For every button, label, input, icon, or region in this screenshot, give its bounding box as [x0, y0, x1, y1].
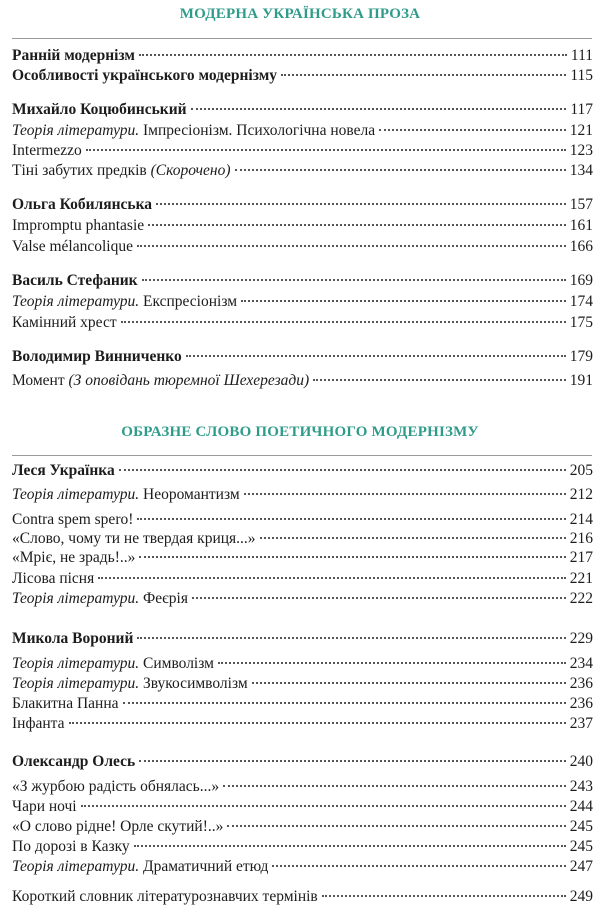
toc-entry[interactable] [12, 654, 593, 674]
page-number: 166 [569, 238, 593, 255]
toc-entry-suffix: (З оповідань тюремної Шехерезади) [68, 372, 310, 389]
toc-entry[interactable] [12, 694, 593, 714]
toc-entry-label: «Мріє, не зрадь!..» [12, 549, 136, 566]
page-number: 229 [569, 630, 593, 647]
toc-entry-title [12, 100, 187, 120]
dot-leader [218, 662, 566, 664]
dot-leader [134, 845, 566, 847]
toc-entry-title [12, 887, 318, 907]
dot-leader [235, 169, 566, 171]
toc-entry-title [12, 654, 214, 674]
toc-entry-label: Ранній модернізм [12, 47, 135, 64]
toc-entry-title [12, 485, 240, 505]
toc-entry-label: «З журбою радість обнялась...» [12, 778, 220, 795]
page-number: 214 [569, 511, 593, 528]
dot-leader [139, 760, 566, 762]
toc-entry-title [12, 66, 277, 86]
toc-entry-title [12, 195, 152, 215]
page-number: 134 [569, 162, 593, 179]
toc-entry-label: Короткий словник літературознавчих термінів [12, 888, 318, 905]
dot-leader [252, 682, 566, 684]
toc-entry-label: Impromptu phantasie [12, 217, 145, 234]
toc-entry-prefix: Теорія літератури. [12, 655, 140, 672]
toc-entry-title [12, 857, 268, 877]
toc-entry[interactable] [12, 887, 593, 907]
page-number: 240 [569, 753, 593, 770]
dot-leader [379, 129, 566, 131]
toc-entry-prefix: Теорія літератури. [12, 486, 140, 503]
dot-leader [81, 805, 566, 807]
dot-leader [142, 279, 566, 281]
dot-leader [272, 865, 565, 867]
toc-entry[interactable] [12, 797, 593, 817]
toc-entry-label: Ольга Кобилянська [12, 196, 153, 213]
toc-entry[interactable] [12, 589, 593, 609]
dot-leader [281, 74, 566, 76]
toc-entry-label: «О слово рідне! Орле скутий!..» [12, 818, 224, 835]
dot-leader [137, 245, 566, 247]
toc-entry[interactable] [12, 100, 593, 120]
toc-entry-suffix: (Скорочено) [150, 162, 231, 179]
toc-entry-title [12, 216, 144, 236]
toc-entry-label: Леся Українка [12, 462, 115, 479]
toc-entry-title [12, 313, 117, 333]
toc-entry-label: Блакитна Панна [12, 695, 119, 712]
page-number: 157 [569, 196, 593, 213]
toc-entry[interactable] [12, 837, 593, 857]
toc-entry-label: Феєрія [143, 590, 188, 607]
toc-entry[interactable] [12, 292, 593, 312]
toc-entry[interactable] [12, 237, 593, 257]
toc-entry-title [12, 141, 82, 161]
toc-entry-label: Момент [12, 372, 65, 389]
dot-leader [192, 597, 566, 599]
toc-entry-prefix: Теорія літератури. [12, 293, 140, 310]
dot-leader [244, 493, 566, 495]
toc-entry[interactable] [12, 66, 593, 86]
toc-entry-label: Contra spem spero! [12, 511, 134, 528]
page-number: 123 [569, 142, 593, 159]
dot-leader [98, 577, 566, 579]
toc-entry[interactable] [12, 347, 593, 367]
toc-entry-label: Символізм [143, 655, 214, 672]
toc-entry[interactable] [12, 216, 593, 236]
page-number: 236 [569, 695, 593, 712]
toc-entry[interactable] [12, 857, 593, 877]
toc-entry-title [12, 121, 375, 141]
toc-entry[interactable] [12, 271, 593, 291]
toc-entry[interactable] [12, 461, 593, 481]
toc-entry-prefix: Теорія літератури. [12, 122, 140, 139]
toc-entry-title [12, 461, 115, 481]
page-number: 249 [569, 888, 593, 905]
toc-entry[interactable] [12, 714, 593, 734]
toc-entry-label: Олександр Олесь [12, 753, 136, 770]
toc-entry-title [12, 371, 309, 391]
toc-entry-label: Особливості українського модернізму [12, 67, 278, 84]
dot-leader [139, 54, 567, 56]
toc-entry[interactable] [12, 371, 593, 391]
section-divider [12, 38, 592, 39]
toc-entry-prefix: Теорія літератури. [12, 675, 140, 692]
toc-entry-label: Експресіонізм [143, 293, 238, 310]
page-number: 237 [569, 715, 593, 732]
toc-entry[interactable] [12, 121, 593, 141]
dot-leader [123, 702, 566, 704]
toc-entry-title [12, 837, 130, 857]
page-number: 205 [569, 462, 593, 479]
dot-leader [241, 300, 566, 302]
toc-entry-label: Василь Стефаник [12, 272, 138, 289]
toc-entry[interactable] [12, 569, 593, 589]
toc-entry-label: Володимир Винниченко [12, 348, 182, 365]
toc-entry[interactable] [12, 529, 593, 549]
toc-entry[interactable] [12, 510, 593, 530]
toc-entry-label: «Слово, чому ти не твердая криця...» [12, 530, 256, 547]
page-number: 234 [569, 655, 593, 672]
toc-entry-label: Імпресіонізм. Психологічна новела [143, 122, 376, 139]
page-number: 244 [569, 798, 593, 815]
toc-entry[interactable] [12, 548, 593, 568]
toc-entry[interactable] [12, 674, 593, 694]
toc-entry-label: Valse mélancolique [12, 238, 133, 255]
dot-leader [260, 537, 566, 539]
toc-entry[interactable] [12, 629, 593, 649]
toc-entry-prefix: Теорія літератури. [12, 590, 140, 607]
page-number: 247 [569, 858, 593, 875]
toc-entry-label: Чари ночі [12, 798, 77, 815]
page-number: 169 [569, 272, 593, 289]
toc-entry-title [12, 777, 219, 797]
toc-entry-title [12, 237, 133, 257]
dot-leader [148, 224, 566, 226]
page-number: 245 [569, 838, 593, 855]
toc-entry-label: Інфанта [12, 715, 65, 732]
page-number: 245 [569, 818, 593, 835]
page-number: 175 [569, 314, 593, 331]
toc-entry-label: Камінний хрест [12, 314, 117, 331]
page-number: 243 [569, 778, 593, 795]
toc-entry-label: Драматичний етюд [143, 858, 269, 875]
page-number: 117 [570, 101, 593, 118]
toc-entry-title [12, 161, 231, 181]
toc-entry-title [12, 817, 223, 837]
toc-entry-prefix: Теорія літератури. [12, 858, 140, 875]
dot-leader [139, 556, 565, 558]
toc-entry-title [12, 347, 182, 367]
toc-entry-label: Михайло Коцюбинський [12, 101, 187, 118]
page-number: 115 [570, 67, 593, 84]
section-heading: МОДЕРНА УКРАЇНСЬКА ПРОЗА [179, 6, 421, 22]
toc-entry[interactable] [12, 313, 593, 333]
toc-entry-title [12, 752, 135, 772]
toc-entry[interactable] [12, 777, 593, 797]
dot-leader [86, 149, 566, 151]
page-number: 191 [569, 372, 593, 389]
page-number: 216 [569, 530, 593, 547]
page-number: 222 [569, 590, 593, 607]
toc-entry-label: Неоромантизм [143, 486, 240, 503]
dot-leader [69, 722, 566, 724]
dot-leader [137, 637, 565, 639]
dot-leader [322, 895, 566, 897]
dot-leader [119, 469, 566, 471]
dot-leader [223, 785, 566, 787]
toc-entry-title [12, 674, 248, 694]
toc-entry-title [12, 569, 94, 589]
page-number: 174 [569, 293, 593, 310]
toc-entry-label: Лісова пісня [12, 570, 95, 587]
dot-leader [313, 379, 566, 381]
page-number: 212 [569, 486, 593, 503]
toc-entry-label: Звукосимволізм [143, 675, 248, 692]
toc-entry[interactable] [12, 141, 593, 161]
page-number: 121 [569, 122, 593, 139]
toc-entry-label: Тіні забутих предків [12, 162, 147, 179]
toc-entry-label: Микола Вороний [12, 630, 134, 647]
toc-entry[interactable] [12, 752, 593, 772]
page-number: 179 [569, 348, 593, 365]
toc-entry-title [12, 46, 135, 66]
dot-leader [227, 825, 565, 827]
dot-leader [191, 108, 567, 110]
toc-entry-title [12, 714, 65, 734]
toc-entry[interactable] [12, 817, 593, 837]
toc-entry-title [12, 292, 237, 312]
dot-leader [156, 203, 566, 205]
section-heading: ОБРАЗНЕ СЛОВО ПОЕТИЧНОГО МОДЕРНІЗМУ [121, 424, 479, 440]
dot-leader [121, 321, 566, 323]
toc-entry[interactable] [12, 485, 593, 505]
page-number: 221 [569, 570, 593, 587]
dot-leader [186, 355, 566, 357]
toc-entry-title [12, 529, 256, 549]
toc-entry-label: Intermezzo [12, 142, 82, 159]
toc-entry[interactable] [12, 161, 593, 181]
page-number: 161 [569, 217, 593, 234]
toc-entry[interactable] [12, 46, 593, 66]
toc-entry-title [12, 629, 133, 649]
toc-entry[interactable] [12, 195, 593, 215]
toc-entry-title [12, 271, 138, 291]
page-number: 236 [569, 675, 593, 692]
toc-entry-title [12, 797, 77, 817]
toc-entry-title [12, 589, 188, 609]
toc-entry-title [12, 548, 135, 568]
toc-entry-title [12, 694, 119, 714]
toc-entry-label: По дорозі в Казку [12, 838, 130, 855]
section-divider [12, 455, 592, 456]
toc-entry-title [12, 510, 133, 530]
page-number: 111 [570, 47, 593, 64]
dot-leader [137, 518, 565, 520]
page-number: 217 [569, 549, 593, 566]
